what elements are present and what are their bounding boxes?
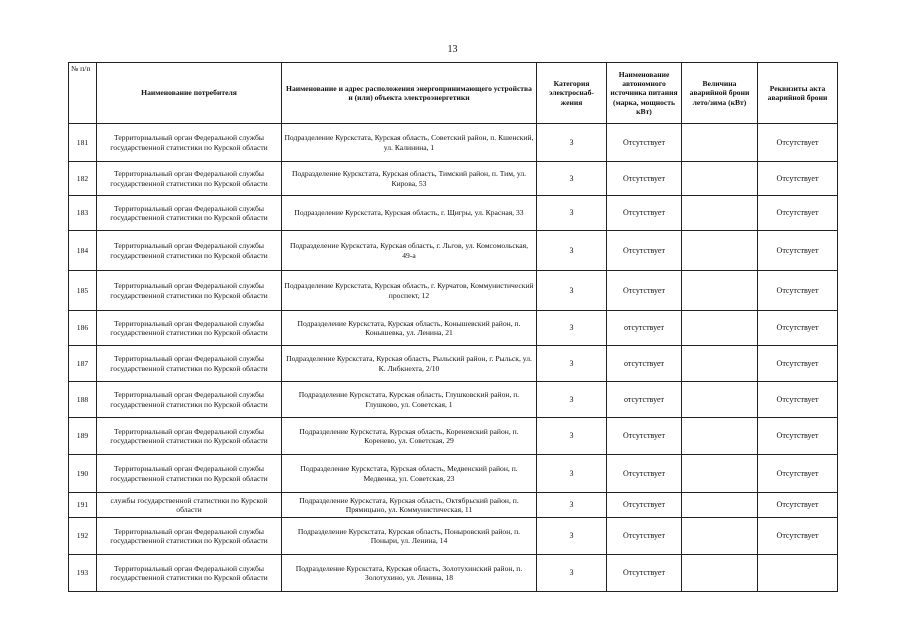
power-source: Отсутствует xyxy=(607,518,682,555)
consumer-name: Территориальный орган Федеральной службы государственной статистики по Курской области xyxy=(97,346,282,382)
act-details: Отсутствует xyxy=(758,162,838,196)
power-source: отсутствует xyxy=(607,346,682,382)
consumer-name: Территориальный орган Федеральной службы государственной статистики по Курской области xyxy=(97,311,282,346)
consumer-name: Территориальный орган Федеральной службы государственной статистики по Курской области xyxy=(97,162,282,196)
table-row xyxy=(69,231,838,271)
act-details: Отсутствует xyxy=(758,196,838,231)
supply-category: 3 xyxy=(537,418,607,455)
reserve-value xyxy=(682,555,758,592)
power-source: Отсутствует xyxy=(607,196,682,231)
row-number: 190 xyxy=(69,455,97,493)
consumer-name: службы государственной статистики по Курской области xyxy=(97,493,282,518)
supply-category: 3 xyxy=(537,346,607,382)
supply-category: 3 xyxy=(537,231,607,271)
supply-category: 3 xyxy=(537,555,607,592)
table-row xyxy=(69,271,838,311)
row-number: 188 xyxy=(69,382,97,418)
object-address: Подразделение Курскстата, Курская область, Глушковский район, п. Глушково, ул. Советская, 1 xyxy=(282,382,537,418)
row-number: 183 xyxy=(69,196,97,231)
supply-category: 3 xyxy=(537,162,607,196)
object-address: Подразделение Курскстата, Курская область, г. Щигры, ул. Красная, 33 xyxy=(282,196,537,231)
power-source: Отсутствует xyxy=(607,231,682,271)
table-header-row xyxy=(69,63,838,124)
row-number: 185 xyxy=(69,271,97,311)
consumer-name: Территориальный орган Федеральной службы государственной статистики по Курской области xyxy=(97,124,282,162)
header-address: Наименование и адрес расположения энергопринимающего устройства и (или) объекта электроэнергетики xyxy=(282,63,537,124)
act-details: Отсутствует xyxy=(758,518,838,555)
table-row xyxy=(69,162,838,196)
object-address: Подразделение Курскстата, Курская область, Поныровский район, п. Поныри, ул. Ленина, 14 xyxy=(282,518,537,555)
emergency-reserve-table xyxy=(68,62,838,592)
reserve-value xyxy=(682,196,758,231)
power-source: Отсутствует xyxy=(607,418,682,455)
row-number: 187 xyxy=(69,346,97,382)
act-details: Отсутствует xyxy=(758,271,838,311)
act-details xyxy=(758,555,838,592)
object-address: Подразделение Курскстата, Курская область, Тимский район, п. Тим, ул. Кирова, 53 xyxy=(282,162,537,196)
row-number: 184 xyxy=(69,231,97,271)
power-source: Отсутствует xyxy=(607,162,682,196)
supply-category: 3 xyxy=(537,271,607,311)
table-row xyxy=(69,455,838,493)
object-address: Подразделение Курскстата, Курская область, Конышевский район, п. Конышевка, ул. Ленина, 21 xyxy=(282,311,537,346)
reserve-value xyxy=(682,162,758,196)
consumer-name: Территориальный орган Федеральной службы государственной статистики по Курской области xyxy=(97,555,282,592)
object-address: Подразделение Курскстата, Курская область, Кореневский район, п. Коренево, ул. Советская, 29 xyxy=(282,418,537,455)
table-row xyxy=(69,382,838,418)
header-power-source: Наименование автономного источника питания (марка, мощность кВт) xyxy=(607,63,682,124)
supply-category: 3 xyxy=(537,382,607,418)
object-address: Подразделение Курскстата, Курская область, Рыльский район, г. Рыльск, ул. К. Либкнехта, 2/10 xyxy=(282,346,537,382)
consumer-name: Территориальный орган Федеральной службы государственной статистики по Курской области xyxy=(97,196,282,231)
reserve-value xyxy=(682,418,758,455)
object-address: Подразделение Курскстата, Курская область, Золотухинский район, п. Золотухино, ул. Ленина, 18 xyxy=(282,555,537,592)
row-number: 181 xyxy=(69,124,97,162)
header-consumer: Наименование потребителя xyxy=(97,63,282,124)
header-reserve-value: Величина аварийной брони лето/зима (кВт) xyxy=(682,63,758,124)
object-address: Подразделение Курскстата, Курская область, Октябрьский район, п. Прямицыно, ул. Коммунистическая, 11 xyxy=(282,493,537,518)
table-row xyxy=(69,555,838,592)
power-source: Отсутствует xyxy=(607,124,682,162)
power-source: Отсутствует xyxy=(607,493,682,518)
reserve-value xyxy=(682,271,758,311)
table-row xyxy=(69,196,838,231)
act-details: Отсутствует xyxy=(758,493,838,518)
consumer-name: Территориальный орган Федеральной службы государственной статистики по Курской области xyxy=(97,418,282,455)
object-address: Подразделение Курскстата, Курская область, Медвенский район, п. Медвенка, ул. Советская, 23 xyxy=(282,455,537,493)
reserve-value xyxy=(682,518,758,555)
table-row xyxy=(69,418,838,455)
reserve-value xyxy=(682,493,758,518)
reserve-value xyxy=(682,231,758,271)
supply-category: 3 xyxy=(537,455,607,493)
header-category: Категория электроснаб-жения xyxy=(537,63,607,124)
row-number: 182 xyxy=(69,162,97,196)
table-row xyxy=(69,518,838,555)
act-details: Отсутствует xyxy=(758,346,838,382)
supply-category: 3 xyxy=(537,311,607,346)
supply-category: 3 xyxy=(537,493,607,518)
power-source: Отсутствует xyxy=(607,555,682,592)
object-address: Подразделение Курскстата, Курская область, г. Курчатов, Коммунистический проспект, 12 xyxy=(282,271,537,311)
consumer-name: Территориальный орган Федеральной службы государственной статистики по Курской области xyxy=(97,518,282,555)
row-number: 193 xyxy=(69,555,97,592)
consumer-name: Территориальный орган Федеральной службы государственной статистики по Курской области xyxy=(97,382,282,418)
row-number: 189 xyxy=(69,418,97,455)
object-address: Подразделение Курскстата, Курская область, Советский район, п. Кшенский, ул. Калинина, 1 xyxy=(282,124,537,162)
act-details: Отсутствует xyxy=(758,311,838,346)
row-number: 186 xyxy=(69,311,97,346)
power-source: отсутствует xyxy=(607,311,682,346)
supply-category: 3 xyxy=(537,518,607,555)
table-row xyxy=(69,346,838,382)
reserve-value xyxy=(682,455,758,493)
row-number: 191 xyxy=(69,493,97,518)
table-row xyxy=(69,311,838,346)
table-body xyxy=(69,124,838,592)
reserve-value xyxy=(682,346,758,382)
act-details: Отсутствует xyxy=(758,455,838,493)
consumer-name: Территориальный орган Федеральной службы государственной статистики по Курской области xyxy=(97,455,282,493)
header-number: № п/п xyxy=(69,63,97,124)
header-act-details: Реквизиты акта аварийной брони xyxy=(758,63,838,124)
power-source: отсутствует xyxy=(607,382,682,418)
consumer-name: Территориальный орган Федеральной службы государственной статистики по Курской области xyxy=(97,231,282,271)
power-source: Отсутствует xyxy=(607,271,682,311)
act-details: Отсутствует xyxy=(758,231,838,271)
reserve-value xyxy=(682,124,758,162)
act-details: Отсутствует xyxy=(758,418,838,455)
power-source: Отсутствует xyxy=(607,455,682,493)
table-row xyxy=(69,493,838,518)
object-address: Подразделение Курскстата, Курская область, г. Льгов, ул. Комсомольская, 49-а xyxy=(282,231,537,271)
reserve-value xyxy=(682,382,758,418)
consumer-name: Территориальный орган Федеральной службы государственной статистики по Курской области xyxy=(97,271,282,311)
supply-category: 3 xyxy=(537,124,607,162)
act-details: Отсутствует xyxy=(758,124,838,162)
page-number: 13 xyxy=(447,44,458,55)
table-row xyxy=(69,124,838,162)
row-number: 192 xyxy=(69,518,97,555)
supply-category: 3 xyxy=(537,196,607,231)
act-details: Отсутствует xyxy=(758,382,838,418)
reserve-value xyxy=(682,311,758,346)
